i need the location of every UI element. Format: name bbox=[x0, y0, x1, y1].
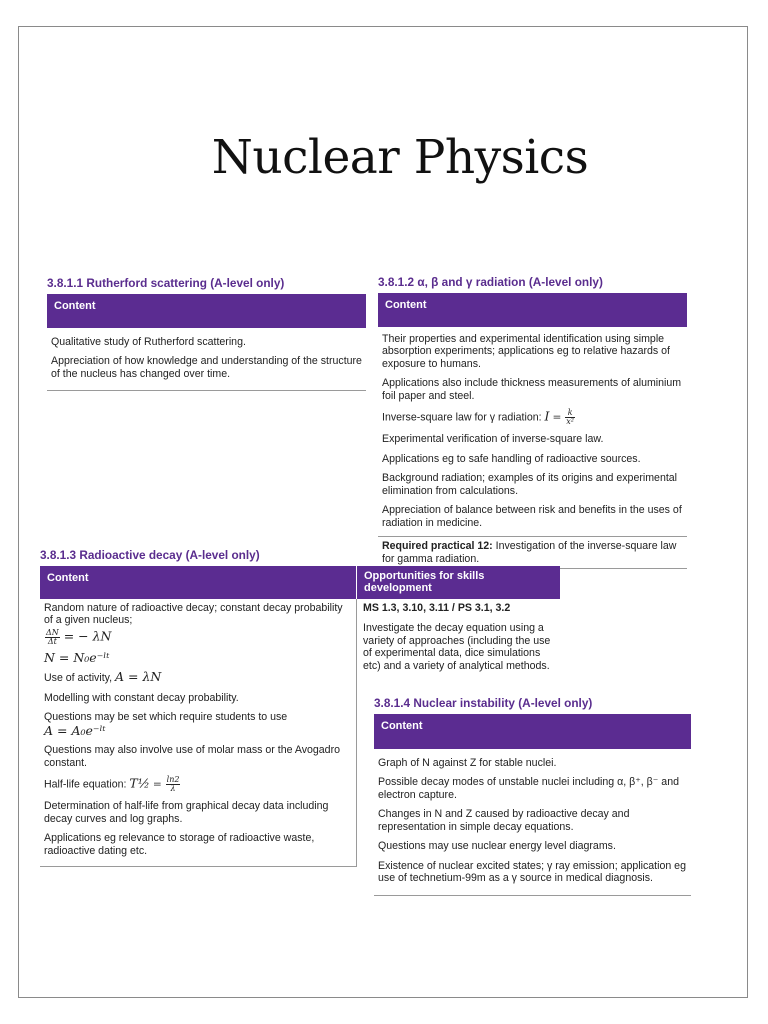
content-item: Applications also include thickness measurements of aluminium foil paper and steel. bbox=[382, 377, 682, 402]
formula-equals: = bbox=[552, 411, 562, 424]
content-item bbox=[44, 671, 352, 685]
decay-content-column bbox=[40, 599, 357, 868]
content-item: Applications eg relevance to storage of radioactive waste, radioactive dating etc. bbox=[44, 832, 315, 857]
half-life-lhs: T½ bbox=[129, 775, 150, 791]
section-radiation bbox=[378, 276, 687, 569]
activity-label: Use of activity, bbox=[44, 672, 113, 684]
content-item: Questions may use nuclear energy level diagrams. bbox=[378, 840, 616, 852]
content-header: Content bbox=[40, 566, 356, 599]
skills-codes: MS 1.3, 3.10, 3.11 / PS 3.1, 3.2 bbox=[363, 601, 511, 614]
half-life-equals: = bbox=[152, 778, 162, 791]
content-item bbox=[44, 776, 352, 793]
content-item: Applications eg to safe handling of radioactive sources. bbox=[382, 452, 641, 465]
half-life-fraction bbox=[166, 776, 181, 793]
half-life-denominator: λ bbox=[170, 784, 176, 793]
decay-header-row bbox=[40, 566, 560, 599]
practical-label: Required practical 12: bbox=[382, 540, 493, 552]
content-header: Content bbox=[378, 293, 687, 327]
content-item: Questions may also involve use of molar mass or the Avogadro constant. bbox=[44, 744, 340, 769]
section-title: 3.8.1.3 Radioactive decay (A-level only) bbox=[40, 548, 260, 562]
content-item: Possible decay modes of unstable nuclei including α, β⁺, β⁻ and electron capture. bbox=[378, 776, 679, 801]
section-title: 3.8.1.4 Nuclear instability (A-level only) bbox=[374, 696, 593, 710]
inverse-square-label: Inverse-square law for γ radiation: bbox=[382, 411, 542, 424]
section-rutherford bbox=[47, 277, 366, 391]
section-title: 3.8.1.2 α, β and γ radiation (A-level only) bbox=[378, 275, 603, 289]
content-header: Content bbox=[374, 714, 691, 749]
dn-dt-rhs: = − λN bbox=[63, 627, 112, 643]
content-item: Appreciation of how knowledge and understanding of the structure of the nucleus has changed over time. bbox=[51, 355, 362, 380]
content-header: Content bbox=[47, 294, 366, 328]
formula-lhs: I bbox=[544, 408, 550, 424]
content-item: Changes in N and Z caused by radioactive decay and representation in simple decay equations. bbox=[378, 808, 630, 833]
content-item: Appreciation of balance between risk and benefits in the uses of radiation in medicine. bbox=[382, 504, 682, 529]
page-title: Nuclear Physics bbox=[211, 130, 589, 185]
content-item: Qualitative study of Rutherford scattering. bbox=[51, 335, 246, 348]
skills-header: Opportunities for skills development bbox=[357, 566, 560, 599]
equation-a-a0: A = A₀e⁻ˡᵗ bbox=[44, 722, 106, 738]
skills-text: Investigate the decay equation using a variety of approaches (including the use of experimental data, dice simulations etc) and a variety of analytical methods. bbox=[363, 622, 551, 672]
content-item: Background radiation; examples of its origins and experimental elimination from calculations. bbox=[382, 472, 678, 497]
dn-numerator: ΔN bbox=[46, 627, 59, 637]
dn-dt-fraction bbox=[45, 629, 60, 646]
content-body bbox=[47, 328, 366, 392]
content-body bbox=[378, 327, 687, 538]
activity-equation: A = λN bbox=[115, 669, 162, 684]
content-item: Graph of N against Z for stable nuclei. bbox=[378, 756, 557, 769]
practical-text: Investigation of the inverse-square law for gamma radiation. bbox=[382, 540, 677, 565]
content-item: Modelling with constant decay probability. bbox=[44, 691, 239, 704]
content-item: Their properties and experimental identification using simple absorption experiments; applications eg to relative hazards of exposure to humans. bbox=[382, 332, 670, 370]
dt-denominator: Δt bbox=[47, 636, 57, 646]
equation-dn-dt bbox=[44, 629, 352, 646]
content-item: Experimental verification of inverse-square law. bbox=[382, 433, 604, 445]
content-item: Existence of nuclear excited states; γ ray emission; application eg use of technetium-99m as a γ source in medical diagnosis. bbox=[378, 859, 686, 884]
section-title: 3.8.1.1 Rutherford scattering (A-level only) bbox=[47, 276, 285, 290]
section-nuclear-instability bbox=[374, 697, 691, 896]
formula-numerator: k bbox=[565, 409, 575, 418]
content-item: Questions may be set which require students to use bbox=[44, 711, 288, 723]
content-body bbox=[374, 749, 691, 896]
half-life-numerator: ln2 bbox=[166, 775, 180, 784]
half-life-label: Half-life equation: bbox=[44, 778, 127, 791]
equation-n-n0: N = N₀e⁻ˡᵗ bbox=[44, 649, 110, 665]
content-item: Random nature of radioactive decay; constant decay probability of a given nucleus; bbox=[44, 601, 343, 626]
content-item: Determination of half-life from graphical decay data including decay curves and log graphs. bbox=[44, 800, 329, 825]
formula-fraction bbox=[565, 409, 575, 426]
formula-denominator: x² bbox=[566, 417, 574, 426]
content-item bbox=[382, 409, 683, 426]
